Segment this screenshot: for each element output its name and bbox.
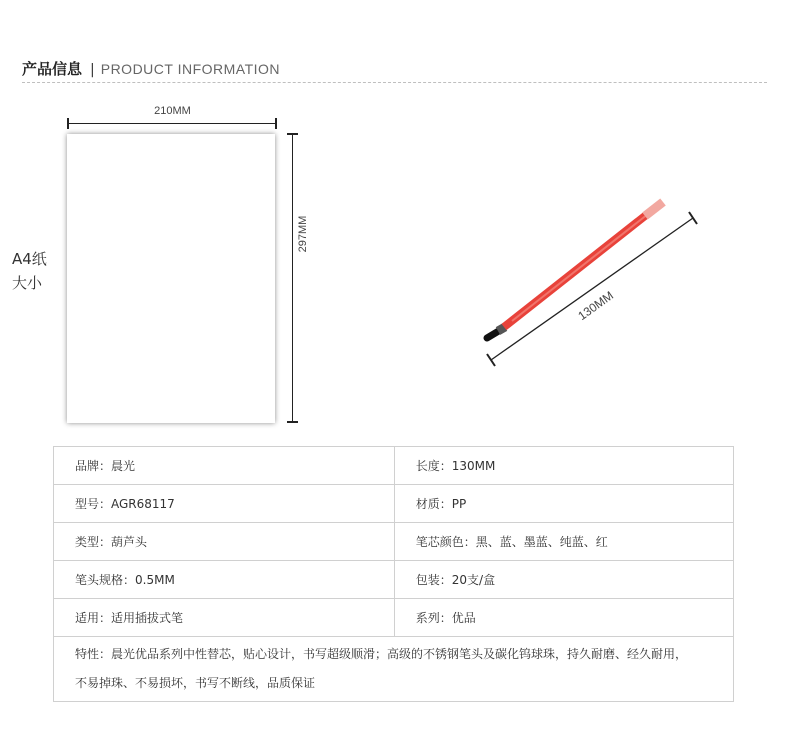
spec-ink-colors: 笔芯颜色：黑、蓝、墨蓝、纯蓝、红 [394,523,733,561]
a4-caption-line1: A4纸 [12,250,47,268]
refill-illustration [487,202,663,338]
refill-highlight [512,214,648,324]
refill-collar [498,327,505,331]
section-title-en: PRODUCT INFORMATION [100,61,281,77]
table-row [54,561,734,599]
spec-series: 系列：优品 [394,599,733,637]
paper-width-cap-right [275,118,277,129]
table-row [54,485,734,523]
spec-length: 长度：130MM [394,447,733,485]
spec-model: 型号：AGR68117 [54,485,395,523]
a4-caption-line2: 大小 [12,274,43,292]
feature-line-1: 特性：晨光优品系列中性替芯，贴心设计，书写超级顺滑；高级的不锈钢笔头及碳化钨球珠，持久耐磨、经久耐用， [75,647,688,661]
section-title-cn: 产品信息 [22,60,83,78]
refill-length-dimension [487,212,697,366]
paper-width-dimension-line [68,123,277,124]
spec-compatibility: 适用：适用插拔式笔 [54,599,395,637]
section-header [22,58,280,79]
spec-features [54,637,734,702]
a4-size-caption [12,247,47,295]
title-separator: | [90,62,95,78]
spec-table [53,446,734,702]
paper-width-cap-left [67,118,69,129]
refill-length-label: 130MM [575,288,617,324]
spec-material: 材质：PP [394,485,733,523]
feature-line-2: 不易掉珠、不易损坏，书写不断线，品质保证 [75,676,316,690]
table-row [54,447,734,485]
a4-paper-sheet [67,134,275,423]
paper-width-label: 210MM [154,105,191,117]
spec-tip-size: 笔头规格：0.5MM [54,561,395,599]
refill-end-cap [645,202,663,216]
refill-diagram [460,190,720,380]
table-row [54,599,734,637]
spec-brand: 品牌：晨光 [54,447,395,485]
table-row [54,523,734,561]
spec-packaging: 包装：20支/盒 [394,561,733,599]
spec-type: 类型：葫芦头 [54,523,395,561]
paper-height-label: 297MM [297,215,309,253]
paper-height-cap-top [287,133,298,135]
table-row [54,637,734,702]
paper-height-dimension-line [292,134,293,423]
paper-height-cap-bottom [287,421,298,423]
header-divider [22,82,767,83]
